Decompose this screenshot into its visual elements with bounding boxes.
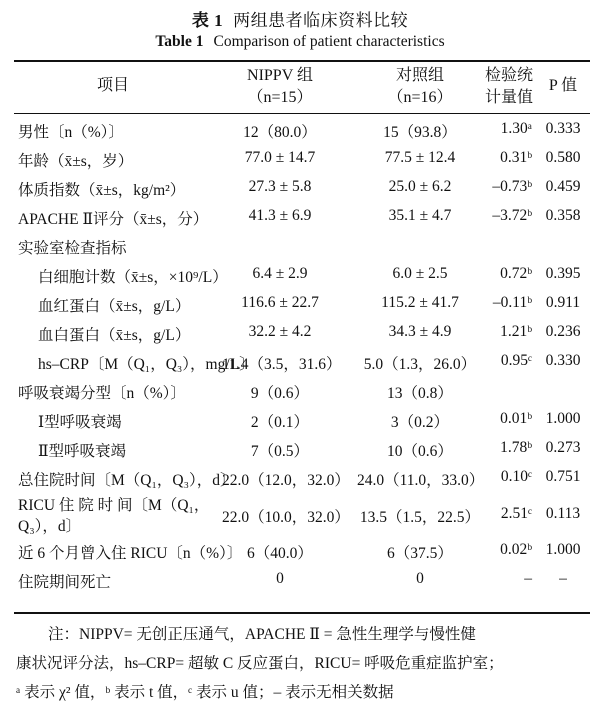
cell-stat: 2.51ᶜ [500, 505, 532, 522]
cell-nippv: 77.0 ± 14.7 [244, 149, 316, 166]
table-number-cn: 表 1 [191, 11, 224, 30]
cell-control: 77.5 ± 12.4 [384, 149, 456, 166]
bottom-rule [14, 612, 590, 614]
cell-p-value: 0.330 [545, 352, 581, 369]
table-title-en-text: Comparison of patient characteristics [213, 33, 445, 50]
cell-nippv: 7（0.5） [250, 443, 310, 460]
row-label: APACHE Ⅱ评分（x̄±s，分） [18, 211, 209, 228]
cell-stat: 0.31ᵇ [500, 149, 532, 166]
cell-control: 6（37.5） [387, 545, 453, 562]
table-row [0, 319, 600, 348]
cell-control: 3（0.2） [390, 414, 450, 431]
cell-p-value: 0.459 [545, 178, 581, 195]
cell-control: 5.0（1.3，26.0） [363, 356, 477, 373]
cell-stat: 0.02ᵇ [500, 541, 532, 558]
header-stat-line2: 计量值 [484, 89, 533, 106]
table-title-cn [0, 6, 600, 31]
row-label: RICU 住 院 时 间〔M（Q₁，Q₃），d〕 [18, 497, 210, 535]
cell-nippv: 32.2 ± 4.2 [248, 323, 312, 340]
cell-nippv: 6.4 ± 2.9 [252, 265, 308, 282]
cell-nippv: 22.0（10.0，32.0） [222, 509, 350, 526]
table-row [0, 493, 600, 537]
table-row [0, 145, 600, 174]
cell-control: 24.0（11.0，33.0） [357, 472, 485, 489]
table-row [0, 348, 600, 377]
table-row [0, 377, 600, 406]
table-row [0, 116, 600, 145]
row-label: 实验室检查指标 [18, 240, 127, 257]
table-row [0, 464, 600, 493]
row-label: 住院期间死亡 [18, 574, 112, 591]
cell-p-value: 0.395 [545, 265, 581, 282]
cell-control: 35.1 ± 4.7 [388, 207, 452, 224]
cell-nippv: 6（40.0） [247, 545, 313, 562]
table-row [0, 537, 600, 566]
table-row [0, 261, 600, 290]
cell-stat: –0.11ᵇ [492, 294, 532, 311]
cell-stat: –0.73ᵇ [492, 178, 532, 195]
cell-control: 34.3 ± 4.9 [388, 323, 452, 340]
cell-stat: – [524, 570, 532, 587]
table-row [0, 232, 600, 261]
cell-control: 15（93.8） [383, 124, 457, 141]
note-line-3: ᵃ 表示 χ² 值，ᵇ 表示 t 值，ᶜ 表示 u 值；– 表示无相关数据 [16, 684, 394, 701]
cell-p-value: 0.751 [545, 468, 581, 485]
row-label: 体质指数（x̄±s，kg/m²） [18, 182, 186, 199]
header-p: P 值 [548, 77, 578, 94]
cell-control: 0 [416, 570, 424, 587]
cell-p-value: 0.580 [545, 149, 581, 166]
cell-control: 115.2 ± 41.7 [381, 294, 459, 311]
cell-control: 13.5（1.5，22.5） [359, 509, 481, 526]
row-label: 白细胞计数（x̄±s，×10⁹/L） [38, 269, 228, 286]
note-line-2: 康状况评分法，hs–CRP= 超敏 C 反应蛋白，RICU= 呼吸危重症监护室； [16, 655, 504, 672]
cell-p-value: – [559, 570, 567, 587]
cell-nippv: 22.0（12.0，32.0） [222, 472, 350, 489]
table-row [0, 174, 600, 203]
cell-p-value: 0.333 [545, 120, 581, 137]
row-label: 血白蛋白（x̄±s，g/L） [38, 327, 191, 344]
cell-stat: 1.30ᵃ [500, 120, 532, 137]
row-label: Ⅱ型呼吸衰竭 [38, 443, 127, 460]
header-nippv [222, 65, 338, 109]
header-control-n: （n=16） [387, 89, 453, 106]
table-row [0, 203, 600, 232]
cell-p-value: 1.000 [545, 541, 581, 558]
cell-control: 13（0.8） [387, 385, 453, 402]
row-label: 近 6 个月曾入住 RICU〔n（%）〕 [18, 545, 243, 562]
cell-nippv: 27.3 ± 5.8 [248, 178, 312, 195]
header-rule [14, 113, 590, 114]
table-note [16, 620, 590, 707]
table-row [0, 290, 600, 319]
cell-stat: 0.72ᵇ [500, 265, 532, 282]
row-label: 血红蛋白（x̄±s，g/L） [38, 298, 191, 315]
cell-nippv: 11.4（3.5，31.6） [222, 356, 342, 373]
row-label: hs–CRP〔M（Q₁，Q₃），mg/L〕 [38, 356, 255, 373]
cell-p-value: 0.236 [545, 323, 581, 340]
cell-p-value: 0.273 [545, 439, 581, 456]
header-stat-line1: 检验统 [484, 67, 533, 84]
header-nippv-label: NIPPV 组 [247, 67, 313, 84]
row-label: Ⅰ型呼吸衰竭 [38, 414, 122, 431]
cell-nippv: 9（0.6） [250, 385, 310, 402]
cell-stat: 0.95ᶜ [500, 352, 532, 369]
header-stat [480, 65, 538, 109]
cell-stat: 0.10ᶜ [500, 468, 532, 485]
cell-nippv: 116.6 ± 22.7 [241, 294, 319, 311]
cell-stat: –3.72ᵇ [492, 207, 532, 224]
cell-nippv: 0 [276, 570, 284, 587]
cell-nippv: 2（0.1） [250, 414, 310, 431]
header-nippv-n: （n=15） [247, 89, 313, 106]
table-number-en: Table 1 [155, 33, 204, 50]
table-row [0, 435, 600, 464]
row-label: 年龄（x̄±s，岁） [18, 153, 134, 170]
table-title-cn-text: 两组患者临床资料比较 [233, 11, 409, 30]
cell-control: 25.0 ± 6.2 [388, 178, 452, 195]
table-row [0, 406, 600, 435]
cell-stat: 0.01ᵇ [500, 410, 532, 427]
row-label: 男性〔n（%）〕 [18, 124, 124, 141]
cell-p-value: 1.000 [545, 410, 581, 427]
cell-p-value: 0.911 [545, 294, 581, 311]
cell-stat: 1.21ᵇ [500, 323, 532, 340]
row-label: 总住院时间〔M（Q₁，Q₃），d〕 [18, 472, 236, 489]
header-control [357, 65, 483, 109]
cell-stat: 1.78ᵇ [500, 439, 532, 456]
table-title-en [0, 33, 600, 51]
cell-p-value: 0.113 [545, 505, 581, 522]
header-item: 项目 [96, 77, 129, 94]
note-line-1: 注：NIPPV= 无创正压通气，APACHE Ⅱ = 急性生理学与慢性健 [48, 626, 476, 643]
cell-p-value: 0.358 [545, 207, 581, 224]
cell-control: 10（0.6） [387, 443, 453, 460]
top-rule [14, 60, 590, 62]
cell-nippv: 41.3 ± 6.9 [248, 207, 312, 224]
row-label: 呼吸衰竭分型〔n（%）〕 [18, 385, 186, 402]
cell-nippv: 12（80.0） [243, 124, 317, 141]
header-control-label: 对照组 [395, 67, 444, 84]
table-row [0, 566, 600, 595]
cell-control: 6.0 ± 2.5 [392, 265, 448, 282]
